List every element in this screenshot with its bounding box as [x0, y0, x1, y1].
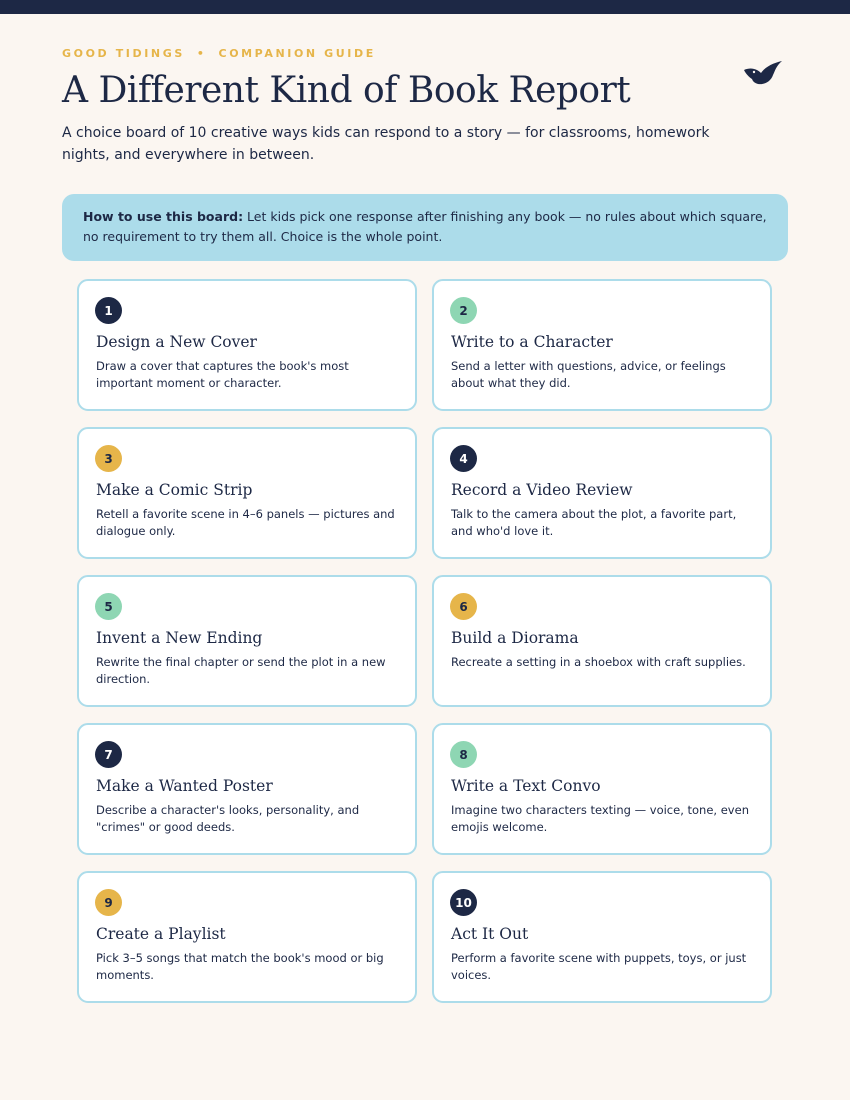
- card-description: Retell a favorite scene in 4–6 panels — pictures and dialogue only.: [96, 507, 395, 538]
- card-title: Invent a New Ending: [96, 629, 263, 647]
- eyebrow: [62, 47, 376, 60]
- card-description: Describe a character's looks, personality, and "crimes" or good deeds.: [96, 803, 360, 834]
- card-title: Create a Playlist: [96, 925, 226, 943]
- choice-card-10: [432, 871, 772, 1003]
- how-to-use-box: [62, 194, 788, 261]
- choice-card-5: [77, 575, 417, 707]
- choice-card-1: [77, 279, 417, 411]
- card-description: Recreate a setting in a shoebox with craft supplies.: [451, 655, 746, 669]
- top-bar: [0, 0, 850, 14]
- number-badge: 9: [95, 889, 122, 916]
- card-title: Design a New Cover: [96, 333, 257, 351]
- choice-card-7: [77, 723, 417, 855]
- choice-card-3: [77, 427, 417, 559]
- choice-card-2: [432, 279, 772, 411]
- bird-icon: [742, 58, 784, 88]
- number-badge: 6: [450, 593, 477, 620]
- page-subtitle: A choice board of 10 creative ways kids can respond to a story — for classrooms, homework nights, and everywhere in between.: [62, 125, 710, 163]
- number-badge: 5: [95, 593, 122, 620]
- number-badge: 7: [95, 741, 122, 768]
- choice-card-6: [432, 575, 772, 707]
- card-description: Imagine two characters texting — voice, tone, even emojis welcome.: [451, 803, 749, 834]
- card-title: Write a Text Convo: [451, 777, 601, 795]
- card-title: Make a Comic Strip: [96, 481, 253, 499]
- card-title: Build a Diorama: [451, 629, 579, 647]
- card-title: Write to a Character: [451, 333, 613, 351]
- choice-card-4: [432, 427, 772, 559]
- number-badge: 1: [95, 297, 122, 324]
- number-badge: 4: [450, 445, 477, 472]
- page-title: A Different Kind of Book Report: [62, 70, 631, 111]
- card-title: Act It Out: [451, 925, 529, 943]
- card-description: Perform a favorite scene with puppets, toys, or just voices.: [451, 951, 747, 982]
- card-description: Draw a cover that captures the book's most important moment or character.: [96, 359, 349, 390]
- eyebrow-separator: •: [196, 47, 207, 60]
- card-description: Send a letter with questions, advice, or feelings about what they did.: [451, 359, 726, 390]
- card-title: Make a Wanted Poster: [96, 777, 273, 795]
- card-description: Pick 3–5 songs that match the book's mood or big moments.: [96, 951, 384, 982]
- card-description: Talk to the camera about the plot, a favorite part, and who'd love it.: [451, 507, 737, 538]
- card-description: Rewrite the final chapter or send the plot in a new direction.: [96, 655, 386, 686]
- card-title: Record a Video Review: [451, 481, 633, 499]
- how-to-text: Let kids pick one response after finishing any book — no rules about which square, no requirement to try them all. Choice is the whole point.: [83, 209, 767, 244]
- number-badge: 2: [450, 297, 477, 324]
- choice-card-8: [432, 723, 772, 855]
- choice-card-9: [77, 871, 417, 1003]
- how-to-label: How to use this board:: [83, 209, 244, 224]
- number-badge: 10: [450, 889, 477, 916]
- eyebrow-brand: GOOD TIDINGS: [62, 47, 185, 60]
- number-badge: 3: [95, 445, 122, 472]
- eyebrow-guide: COMPANION GUIDE: [218, 47, 376, 60]
- number-badge: 8: [450, 741, 477, 768]
